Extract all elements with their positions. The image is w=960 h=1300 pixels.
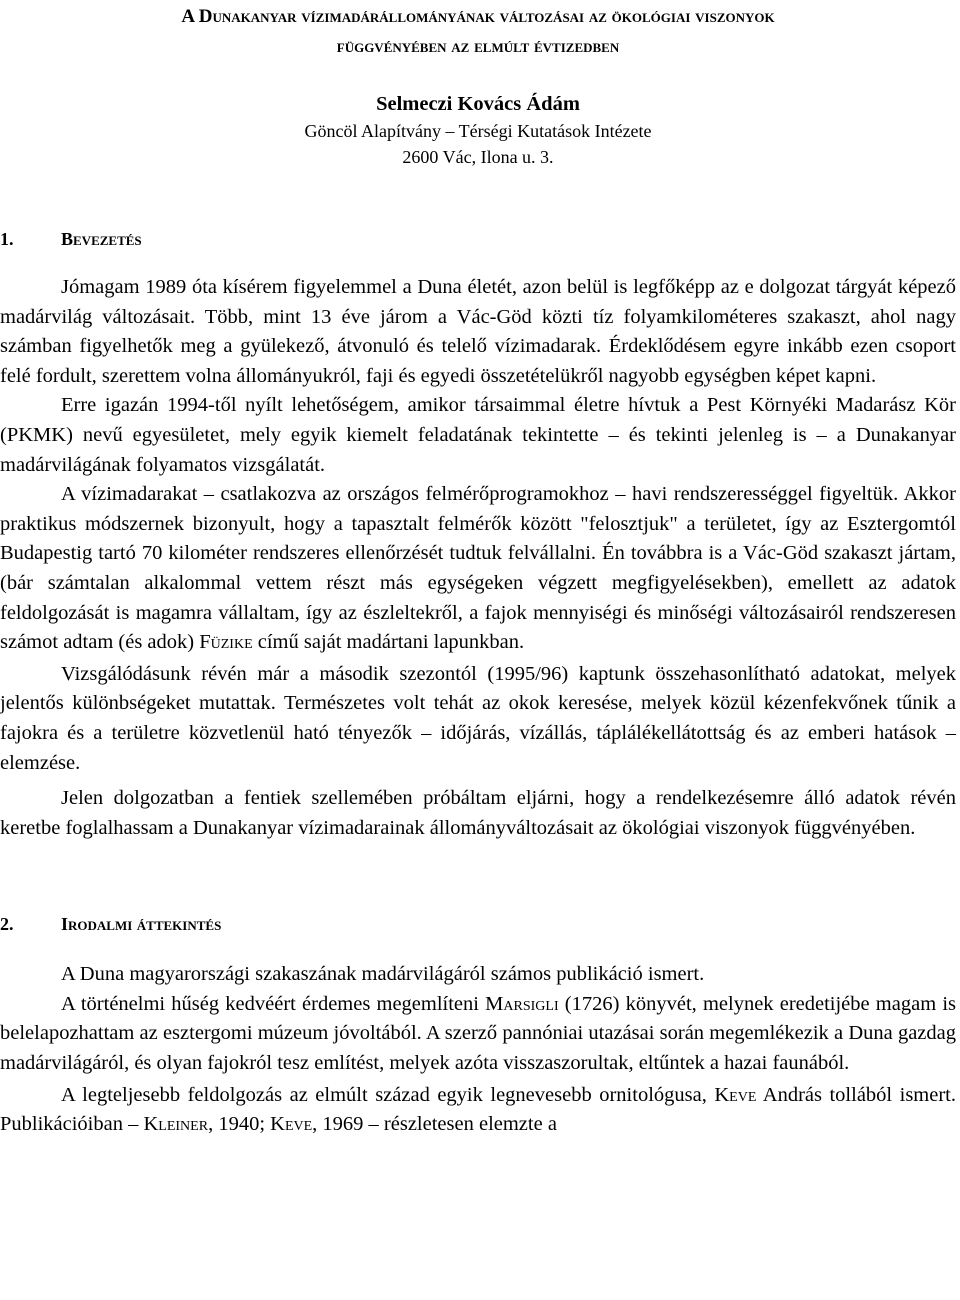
paragraph-text: A legteljesebb feldolgozás az elmúlt század egyik legnevesebb ornitológusa,	[61, 1083, 715, 1106]
paragraph-text: , 1940;	[208, 1113, 271, 1136]
author-name: Selmeczi Kovács Ádám	[376, 93, 580, 115]
section-title: Bevezetés	[61, 229, 142, 249]
paragraph: Vizsgálódásunk révén már a második szezontól (1995/96) kaptunk összehasonlítható adatokat, melyek jelentős különbségeket mutattak. Természetes volt tehát az okok keresése, melyek közül kézenfekvőnek tűnik a fajokra és a területre közvetlenül ható tényezők – időjárás, vízállás, táplálékellátottság és az emberi hatások – elemzése.	[0, 662, 956, 774]
paragraph-text: A vízimadarakat – csatlakozva az országos felmérőprogramokhoz – havi rendszerességgel figyeltük. Akkor praktikus módszernek bizonyult, hogy a tapasztalt felmérők között "felosztjuk" a területet, így az Esztergomtól Budapestig tartó 70 kilométer rendszeres ellenőrzését tudtuk felvállalni. Én továbbra is a Vác-Göd szakaszt jártam, (bár számtalan alkalommal vettem részt más egységeken végzett megfigyelésekben), emellett az adatok feldolgozását is magamra vállaltam, így az észleltekről, a fajok mennyiségi és minőségi változásairól rendszeresen számot adtam (és adok)	[0, 483, 956, 654]
paragraph: Jelen dolgozatban a fentiek szellemében próbáltam eljárni, hogy a rendelkezésemre álló adatok révén keretbe foglalhassam a Dunakanyar vízimadarainak állományváltozásait az ökológiai viszonyok függvényében.	[0, 787, 956, 839]
section-number: 2.	[0, 914, 14, 935]
section-heading	[0, 224, 956, 254]
paragraph-text: (1726) könyvét, melynek eredetijébe magam is belelapozhattam az esztergomi múzeum jóvoltából. A szerző pannóniai utazásai során megemlékezik a Duna gazdag madárvilágáról, és olyan fajokról tesz említést, melyek azóta visszaszorultak, eltűntek a hazai faunából.	[0, 992, 956, 1075]
paper-title	[0, 2, 956, 62]
paragraph-text: című saját madártani lapunkban.	[252, 631, 525, 654]
author-address: 2600 Vác, Ilona u. 3.	[402, 146, 554, 167]
paragraph-text: A történelmi hűség kedvéért érdemes megemlíteni	[61, 992, 486, 1015]
section-heading	[0, 909, 956, 939]
paragraph-text: , 1969 – részletesen elemzte a	[312, 1113, 557, 1136]
author-institute: Göncöl Alapítvány – Térségi Kutatások Intézete	[304, 121, 652, 141]
paragraph: Erre igazán 1994-től nyílt lehetőségem, amikor társaimmal életre hívtuk a Pest Környéki Madarász Kör (PKMK) nevű egyesületet, mely egyik kiemelt feladatának tekintette – és tekinti jelenleg is – a Dunakanyar madárvilágának folyamatos vizsgálatát.	[0, 394, 956, 476]
journal-name: Füzike	[199, 631, 253, 654]
paragraph: Jómagam 1989 óta kísérem figyelemmel a Duna életét, azon belül is legfőképp az e dolgozat tárgyát képező madárvilág változásait. Több, mint 13 éve járom a Vác-Göd közti tíz folyamkilométeres szakaszt, ahol nagy számban figyelhetők meg a gyülekező, átvonuló és telelő vízimadarak. Érdeklődésem egyre inkább ezen csoport felé fordult, szerettem volna állományukról, faji és egyedi összetételükről nagyobb egységben képet kapni.	[0, 276, 956, 387]
section-number: 1.	[0, 229, 14, 249]
paragraph	[0, 1081, 956, 1140]
cited-author: Marsigli	[485, 992, 559, 1015]
paragraph: A Duna magyarországi szakaszának madárvilágáról számos publikáció ismert.	[61, 963, 705, 986]
cited-author: Keve	[270, 1113, 313, 1136]
paragraph	[0, 480, 956, 658]
paragraph-text: András tollából ismert. Publikációiban –	[0, 1083, 956, 1136]
cited-author: Keve	[714, 1083, 757, 1106]
title-line-1: A Dunakanyar vízimadárállományának változásai az ökológiai viszonyok	[181, 6, 775, 27]
paragraph	[0, 990, 956, 1079]
title-line-2: függvényében az elmúlt évtizedben	[336, 36, 620, 57]
section-title: Irodalmi áttekintés	[61, 914, 222, 935]
cited-author: Kleiner	[143, 1113, 209, 1136]
